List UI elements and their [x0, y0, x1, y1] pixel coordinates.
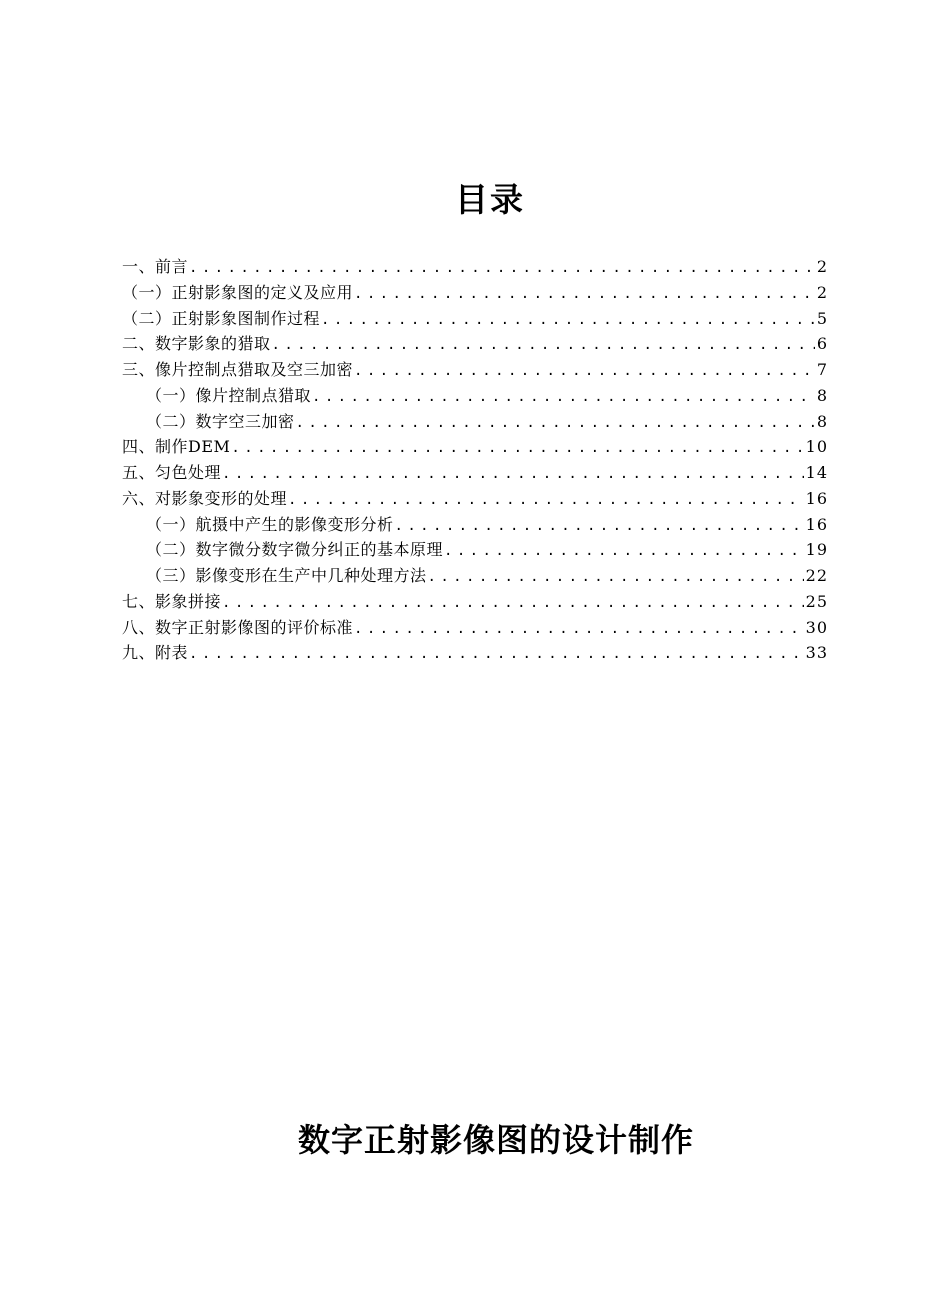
toc-dot-leader	[395, 514, 804, 538]
toc-entry-text: （二）正射影象图制作过程	[122, 308, 321, 328]
toc-dot-leader	[222, 462, 804, 486]
toc-entry[interactable]	[122, 460, 828, 486]
toc-dot-leader	[288, 488, 804, 512]
toc-page-number: 33	[805, 643, 828, 663]
toc-page-number: 5	[816, 308, 828, 328]
toc-dot-leader	[272, 333, 815, 357]
toc-entry[interactable]	[122, 640, 828, 666]
toc-entry-text: 七、影象拼接	[122, 591, 222, 611]
document-title: 数字正射影像图的设计制作	[297, 1121, 694, 1159]
toc-page-number: 22	[805, 566, 828, 585]
toc-page-number: 16	[805, 514, 828, 534]
toc-entry[interactable]	[122, 409, 828, 435]
toc-dot-leader	[231, 436, 803, 460]
toc-page-number: 16	[805, 488, 828, 508]
toc-entry[interactable]	[122, 615, 828, 641]
table-of-contents	[122, 254, 828, 666]
toc-page-number: 30	[805, 617, 828, 637]
toc-entry[interactable]	[122, 306, 828, 332]
toc-entry-text: （一）像片控制点猎取	[146, 385, 312, 405]
toc-entry-text: 六、对影象变形的处理	[122, 488, 288, 508]
toc-page-number: 7	[816, 360, 828, 379]
toc-dot-leader	[354, 282, 815, 306]
toc-page-number: 6	[816, 334, 828, 354]
toc-entry-text: 三、像片控制点猎取及空三加密	[122, 360, 354, 379]
toc-entry[interactable]	[122, 331, 828, 357]
toc-dot-leader	[222, 591, 804, 615]
toc-entry[interactable]	[122, 563, 828, 589]
toc-entry[interactable]	[122, 357, 828, 383]
toc-dot-leader	[189, 256, 815, 280]
toc-entry-text: 四、制作DEM	[122, 437, 231, 457]
toc-dot-leader	[354, 359, 815, 383]
toc-entry[interactable]	[122, 383, 828, 409]
toc-dot-leader	[189, 642, 804, 666]
toc-page-number: 2	[816, 282, 828, 302]
toc-page-number: 2	[816, 257, 828, 276]
toc-dot-leader	[296, 411, 815, 435]
toc-entry-text: （二）数字空三加密	[146, 411, 295, 431]
toc-entry[interactable]	[122, 434, 828, 460]
toc-dot-leader	[428, 565, 804, 589]
toc-entry-text: 八、数字正射影像图的评价标准	[122, 617, 354, 637]
toc-entry-text: （一）航摄中产生的影像变形分析	[146, 514, 394, 534]
toc-page-number: 14	[805, 463, 828, 482]
toc-entry-text: 一、前言	[122, 257, 189, 276]
toc-entry-text: （二）数字微分数字微分纠正的基本原理	[146, 540, 444, 560]
toc-entry-text: （一）正射影象图的定义及应用	[122, 282, 354, 302]
toc-entry[interactable]	[122, 254, 828, 280]
toc-heading: 目录	[455, 180, 525, 219]
toc-entry-text: （三）影像变形在生产中几种处理方法	[146, 566, 427, 585]
toc-page-number: 25	[805, 591, 828, 611]
toc-entry-text: 五、匀色处理	[122, 463, 222, 482]
toc-entry-text: 九、附表	[122, 643, 189, 663]
toc-dot-leader	[312, 385, 815, 409]
toc-page-number: 19	[805, 540, 828, 560]
toc-page-number: 10	[805, 437, 828, 457]
toc-entry[interactable]	[122, 512, 828, 538]
toc-entry[interactable]	[122, 280, 828, 306]
toc-dot-leader	[321, 308, 815, 332]
toc-dot-leader	[444, 539, 804, 563]
toc-entry[interactable]	[122, 486, 828, 512]
toc-page-number: 8	[816, 385, 828, 405]
toc-entry[interactable]	[122, 537, 828, 563]
toc-entry[interactable]	[122, 589, 828, 615]
toc-page-number: 8	[816, 411, 828, 431]
toc-entry-text: 二、数字影象的猎取	[122, 334, 271, 354]
toc-dot-leader	[354, 617, 804, 641]
